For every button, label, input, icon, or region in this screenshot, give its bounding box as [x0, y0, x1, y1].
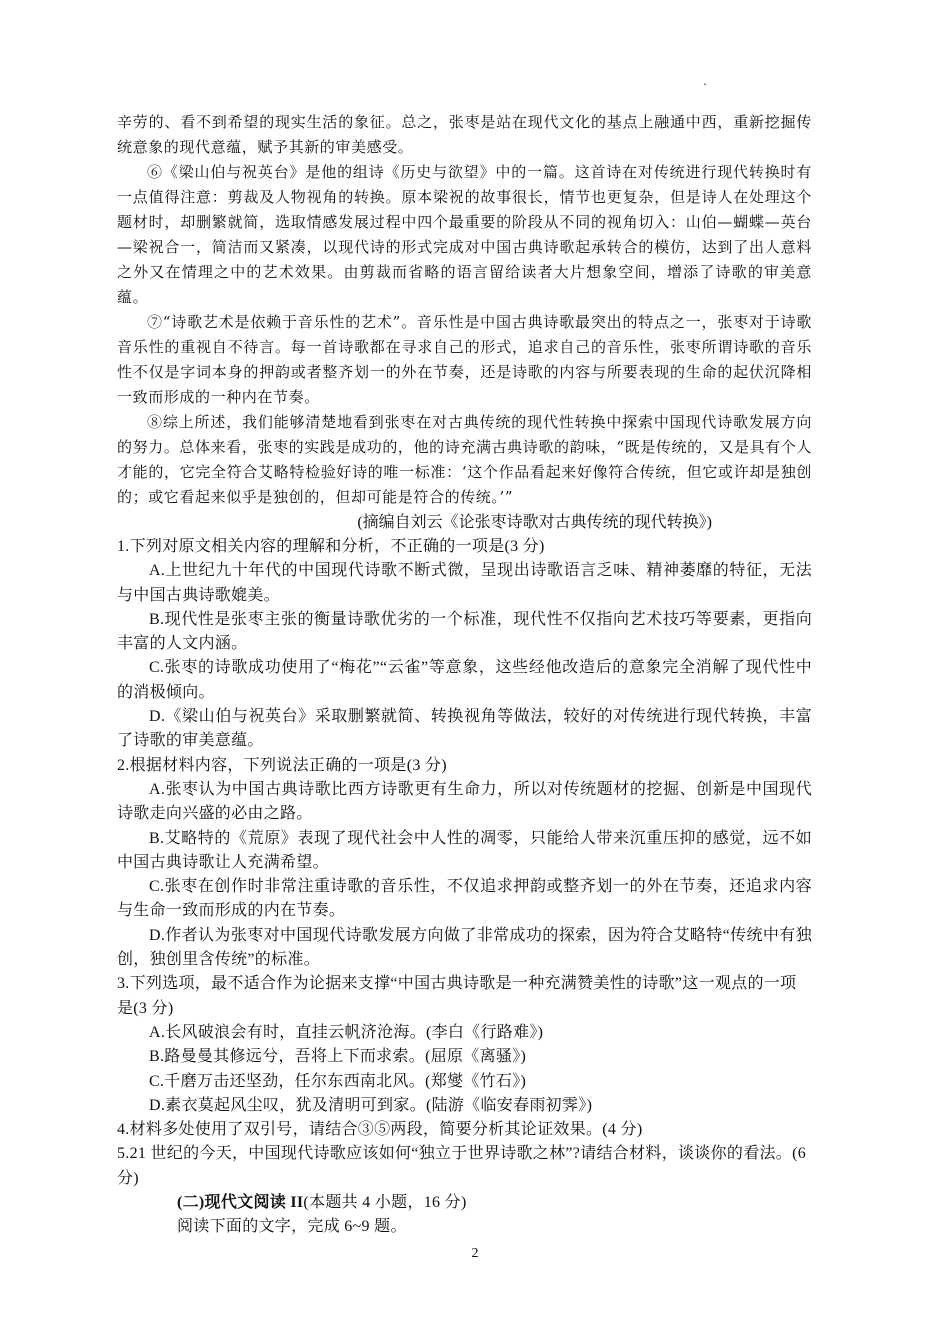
page-number: 2: [471, 1246, 479, 1261]
questions: [117, 535, 812, 1240]
paragraph-continued: 辛劳的、看不到希望的现实生活的象征。总之，张枣是站在现代文化的基点上融通中西，重新挖掘传统意象的现代意蕴，赋予其新的审美感受。: [117, 113, 812, 156]
header-dot: .: [703, 74, 707, 88]
question-3-stem: 3.下列选项，最不适合作为论据来支撑“中国古典诗歌是一种充满赞美性的诗歌”这一观点的一项是(3 分): [117, 975, 797, 1017]
question-2-option-c: C.张枣在创作时非常注重诗歌的音乐性，不仅追求押韵或整齐划一的外在节奏，还追求内容与生命一致而形成的内在节奏。: [117, 878, 812, 920]
question-2-stem: 2.根据材料内容，下列说法正确的一项是(3 分): [117, 756, 447, 774]
question-3-option-c: C.千磨万击还坚劲，任尔东西南北风。(郑燮《竹石》): [149, 1072, 527, 1090]
question-1-option-c: C.张枣的诗歌成功使用了“梅花”“云雀”等意象，这些经他改造后的意象完全消解了现代性中的消极倾向。: [117, 659, 812, 701]
passage-source: (摘编自刘云《论张枣诗歌对古典传统的现代转换》): [357, 514, 712, 531]
paragraph-7: ⑦“诗歌艺术是依赖于音乐性的艺术”。音乐性是中国古典诗歌最突出的特点之一，张枣对于诗歌音乐性的重视自不待言。每一首诗歌都在寻求自己的形式，追求自己的音乐性，张枣所谓诗歌的音乐性不仅是字词本身的押韵或者整齐划一的外在节奏，还是诗歌的内容与所要表现的生命的起伏沉降相一致而形成的一种内在节奏。: [117, 313, 812, 406]
question-2-option-d: D.作者认为张枣对中国现代诗歌发展方向做了非常成功的探索，因为符合艾略特“传统中有独创，独创里含传统”的标准。: [117, 926, 812, 969]
reading-passage: [117, 110, 812, 510]
question-1-option-a: A.上世纪九十年代的中国现代诗歌不断式微，呈现出诗歌语言乏味、精神萎靡的特征，无法与中国古典诗歌媲美。: [117, 562, 812, 604]
question-5-stem: 5.21 世纪的今天，中国现代诗歌应该如何“独立于世界诗歌之林”?请结合材料，谈谈你的看法。(6 分): [117, 1145, 807, 1187]
question-1-stem: 1.下列对原文相关内容的理解和分析，不正确的一项是(3 分): [117, 538, 545, 555]
question-3-option-a: A.长风破浪会有时，直挂云帆济沧海。(李白《行路难》): [149, 1023, 544, 1041]
section-2-note: (本题共 4 小题，16 分): [303, 1194, 467, 1212]
section-2-heading: [117, 1191, 812, 1215]
question-1-option-d: D.《梁山伯与祝英台》采取删繁就简、转换视角等做法，较好的对传统进行现代转换，丰富了诗歌的审美意蕴。: [117, 708, 812, 750]
question-1-option-b: B.现代性是张枣主张的衡量诗歌优劣的一个标准，现代性不仅指向艺术技巧等要素，更指向丰富的人文内涵。: [117, 610, 812, 653]
page-content: [117, 110, 812, 1240]
question-4-stem: 4.材料多处使用了双引号，请结合③⑤两段，简要分析其论证效果。(4 分): [117, 1121, 643, 1139]
question-2-option-b: B.艾略特的《荒原》表现了现代社会中人性的凋零，只能给人带来沉重压抑的感觉，远不如中国古典诗歌让人充满希望。: [117, 829, 812, 871]
paragraph-8: ⑧综上所述，我们能够清楚地看到张枣在对古典传统的现代性转换中探索中国现代诗歌发展方向的努力。总体来看，张枣的实践是成功的，他的诗充满古典诗歌的韵味，“既是传统的，又是具有个人才能的，它完全符合艾略特检验好诗的唯一标准：‘这个作品看起来好像符合传统，但它或许却是独创的；或它看起来似乎是独创的，但却可能是符合的传统。’”: [117, 413, 812, 506]
question-3-option-d: D.素衣莫起风尘叹，犹及清明可到家。(陆游《临安春雨初霁》): [149, 1096, 593, 1114]
paragraph-6: ⑥《梁山伯与祝英台》是他的组诗《历史与欲望》中的一篇。这首诗在对传统进行现代转换时有一点值得注意：剪裁及人物视角的转换。原本梁祝的故事很长，情节也更复杂，但是诗人在处理这个题材时，却删繁就简，选取情感发展过程中四个最重要的阶段从不同的视角切入：山伯—蝴蝶—英台—梁祝合一，简洁而又紧凑，以现代诗的形式完成对中国古典诗歌起承转合的模仿，达到了出人意料之外又在情理之中的艺术效果。由剪裁而省略的语言留给读者大片想象空间，增添了诗歌的审美意蕴。: [117, 163, 812, 306]
section-2-title: (二)现代文阅读 II: [177, 1194, 304, 1212]
question-2-option-a: A.张枣认为中国古典诗歌比西方诗歌更有生命力，所以对传统题材的挖掘、创新是中国现代诗歌走向兴盛的必由之路。: [117, 780, 812, 823]
question-3-option-b: B.路曼曼其修远兮，吾将上下而求索。(屈原《离骚》): [149, 1048, 527, 1066]
section-2-instruction: 阅读下面的文字，完成 6~9 题。: [177, 1218, 407, 1236]
